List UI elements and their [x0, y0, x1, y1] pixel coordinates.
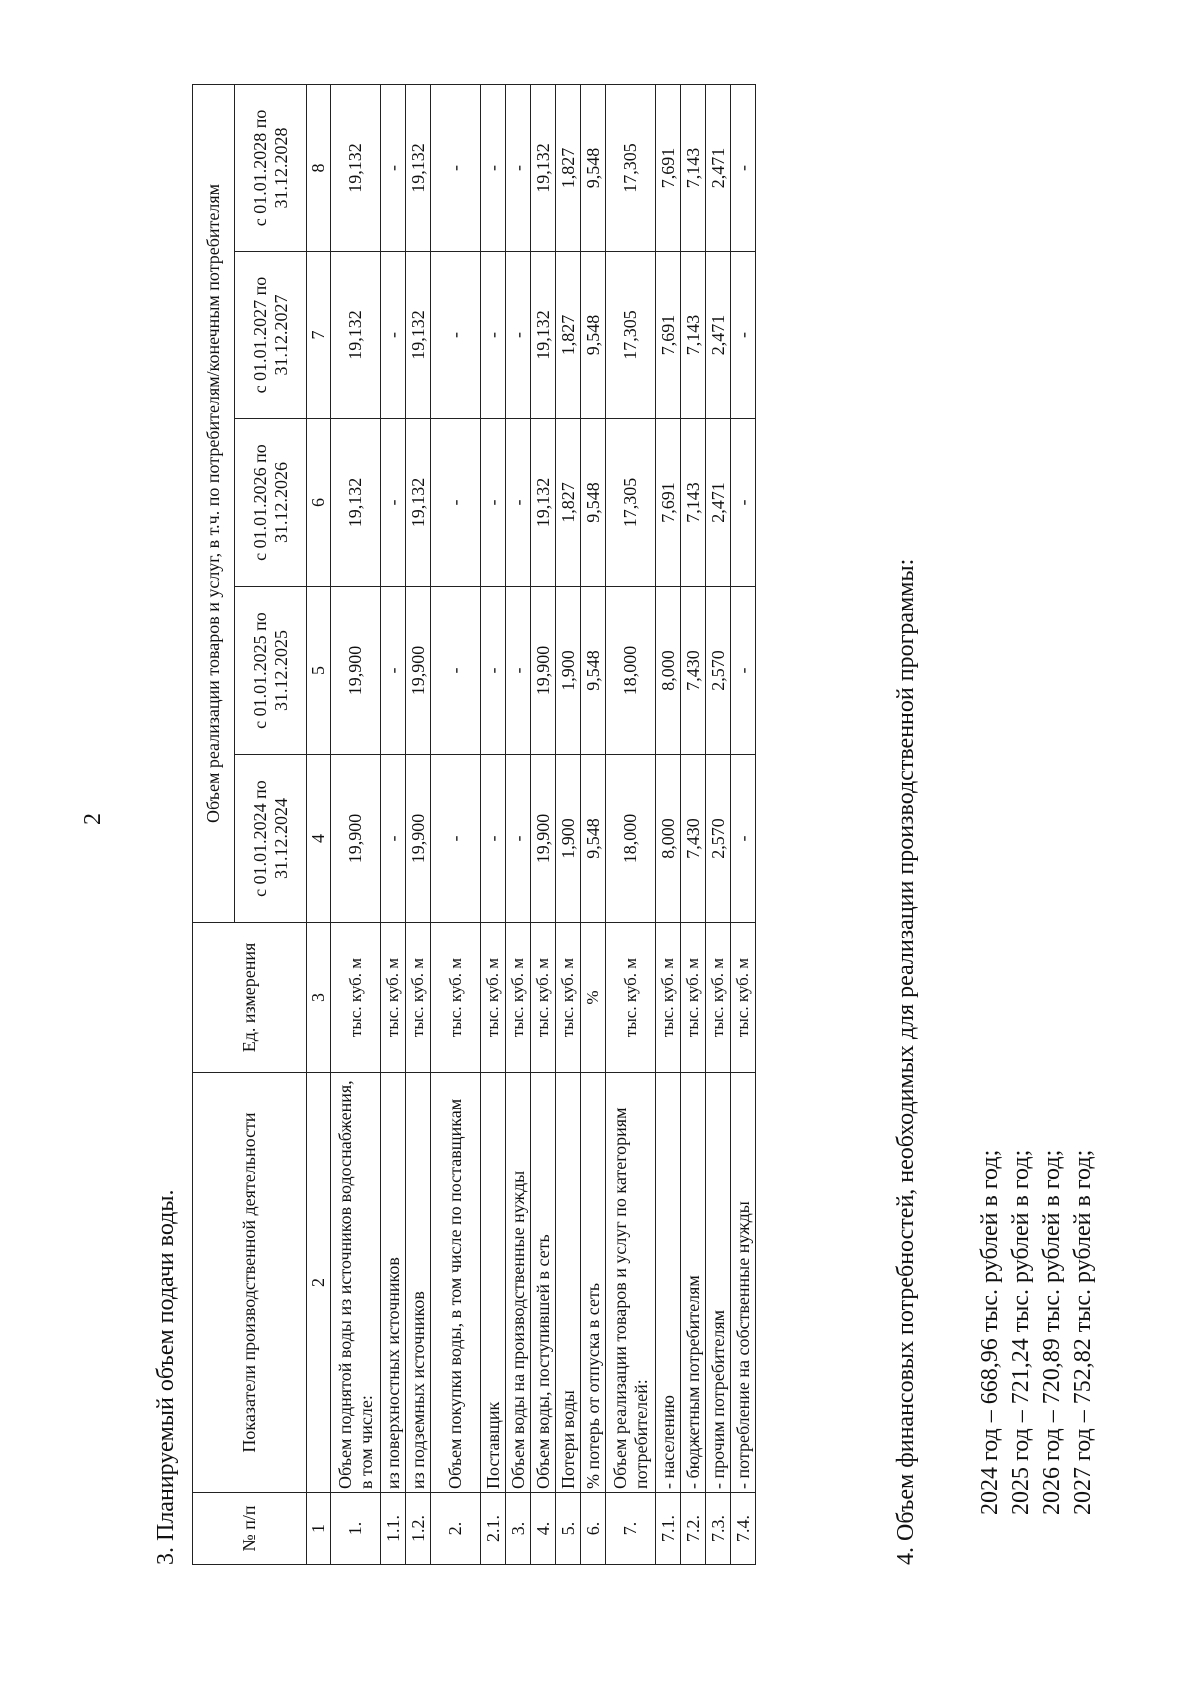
row-value-cell: -: [381, 587, 406, 755]
row-unit-cell: тыс. куб. м: [481, 923, 506, 1073]
row-value-cell: 9,548: [581, 587, 606, 755]
row-number-cell: 7.3.: [706, 1493, 731, 1565]
row-unit-cell: тыс. куб. м: [531, 923, 556, 1073]
row-value-cell: 17,305: [606, 419, 656, 587]
table-row: [531, 84, 556, 1564]
row-value-cell: 8,000: [656, 587, 681, 755]
row-indicator-cell: - потребление на собственные нужды: [731, 1073, 756, 1493]
row-indicator-cell: Объем воды, поступившей в сеть: [531, 1073, 556, 1493]
row-value-cell: 19,900: [531, 755, 556, 923]
row-value-cell: -: [506, 587, 531, 755]
row-value-cell: 7,143: [681, 252, 706, 419]
financial-line-2025: 2025 год – 721,24 тыс. рублей в год;: [1008, 1149, 1034, 1515]
row-value-cell: 18,000: [606, 587, 656, 755]
row-unit-cell: тыс. куб. м: [506, 923, 531, 1073]
row-value-cell: 7,691: [656, 419, 681, 587]
table-row: [381, 84, 406, 1564]
row-value-cell: 2,471: [706, 252, 731, 419]
row-value-cell: -: [731, 252, 756, 419]
row-value-cell: 19,900: [331, 755, 381, 923]
row-value-cell: 19,132: [331, 84, 381, 251]
row-value-cell: 18,000: [606, 755, 656, 923]
row-number-cell: 3.: [506, 1493, 531, 1565]
table-row: [406, 84, 431, 1564]
row-value-cell: 2,471: [706, 419, 731, 587]
row-value-cell: 9,548: [581, 755, 606, 923]
row-unit-cell: тыс. куб. м: [406, 923, 431, 1073]
col-number-cell: 8: [307, 84, 331, 251]
header-number: № п/п: [193, 1493, 307, 1565]
table-row: [481, 84, 506, 1564]
table-row: [706, 84, 731, 1564]
table-row: [581, 84, 606, 1564]
row-value-cell: 7,691: [656, 84, 681, 251]
row-indicator-cell: % потерь от отпуска в сеть: [581, 1073, 606, 1493]
row-number-cell: 1.1.: [381, 1493, 406, 1565]
row-value-cell: 2,570: [706, 587, 731, 755]
row-value-cell: -: [506, 419, 531, 587]
row-number-cell: 2.: [431, 1493, 481, 1565]
table-row: [331, 84, 381, 1564]
row-indicator-cell: Потери воды: [556, 1073, 581, 1493]
row-number-cell: 4.: [531, 1493, 556, 1565]
row-value-cell: -: [481, 252, 506, 419]
row-number-cell: 2.1.: [481, 1493, 506, 1565]
header-indicator: Показатели производственной деятельности: [193, 1073, 307, 1493]
row-number-cell: 7.: [606, 1493, 656, 1565]
document-page: [25, 45, 1165, 1645]
col-number-cell: 4: [307, 755, 331, 923]
table-row: [656, 84, 681, 1564]
row-value-cell: 17,305: [606, 84, 656, 251]
row-value-cell: -: [481, 84, 506, 251]
row-value-cell: 19,132: [331, 252, 381, 419]
row-value-cell: 9,548: [581, 84, 606, 251]
row-number-cell: 7.2.: [681, 1493, 706, 1565]
row-value-cell: 1,827: [556, 252, 581, 419]
row-value-cell: -: [506, 84, 531, 251]
row-value-cell: 1,827: [556, 84, 581, 251]
row-value-cell: -: [431, 419, 481, 587]
row-value-cell: -: [381, 84, 406, 251]
row-value-cell: 19,900: [406, 587, 431, 755]
table-row: [606, 84, 656, 1564]
row-value-cell: -: [731, 84, 756, 251]
row-value-cell: 7,143: [681, 84, 706, 251]
col-number-cell: 7: [307, 252, 331, 419]
row-value-cell: -: [431, 755, 481, 923]
row-unit-cell: тыс. куб. м: [556, 923, 581, 1073]
table-row: [731, 84, 756, 1564]
row-unit-cell: тыс. куб. м: [706, 923, 731, 1073]
col-number-cell: 3: [307, 923, 331, 1073]
row-indicator-cell: Поставщик: [481, 1073, 506, 1493]
row-value-cell: 9,548: [581, 419, 606, 587]
financial-line-2024: 2024 год – 668,96 тыс. рублей в год;: [977, 1149, 1003, 1515]
row-value-cell: 19,132: [531, 419, 556, 587]
row-value-cell: -: [481, 755, 506, 923]
table-row: [556, 84, 581, 1564]
header-period-2025: с 01.01.2025 по 31.12.2025: [235, 587, 307, 755]
row-value-cell: -: [506, 755, 531, 923]
row-value-cell: 1,900: [556, 755, 581, 923]
financial-needs-list: [975, 1150, 1099, 1515]
row-unit-cell: тыс. куб. м: [731, 923, 756, 1073]
col-number-cell: 6: [307, 419, 331, 587]
row-value-cell: 17,305: [606, 252, 656, 419]
row-value-cell: 19,900: [331, 587, 381, 755]
row-value-cell: 7,430: [681, 587, 706, 755]
col-number-cell: 1: [307, 1493, 331, 1565]
row-number-cell: 6.: [581, 1493, 606, 1565]
header-period-2028: с 01.01.2028 по 31.12.2028: [235, 84, 307, 251]
financial-line-2027: 2027 год – 752,82 тыс. рублей в год;: [1070, 1149, 1096, 1515]
row-number-cell: 7.1.: [656, 1493, 681, 1565]
row-indicator-cell: из подземных источников: [406, 1073, 431, 1493]
row-value-cell: -: [381, 419, 406, 587]
row-unit-cell: тыс. куб. м: [431, 923, 481, 1073]
row-value-cell: 7,143: [681, 419, 706, 587]
row-value-cell: -: [381, 252, 406, 419]
row-value-cell: -: [731, 587, 756, 755]
row-value-cell: 19,132: [531, 252, 556, 419]
row-unit-cell: тыс. куб. м: [606, 923, 656, 1073]
row-indicator-cell: Объем реализации товаров и услуг по категориям потребителей:: [606, 1073, 656, 1493]
row-unit-cell: тыс. куб. м: [331, 923, 381, 1073]
row-value-cell: 7,430: [681, 755, 706, 923]
table-row: [431, 84, 481, 1564]
row-value-cell: 7,691: [656, 252, 681, 419]
row-unit-cell: тыс. куб. м: [681, 923, 706, 1073]
header-unit: Ед. измерения: [193, 923, 307, 1073]
header-period-2027: с 01.01.2027 по 31.12.2027: [235, 252, 307, 419]
row-value-cell: -: [481, 419, 506, 587]
row-number-cell: 7.4.: [731, 1493, 756, 1565]
header-period-2026: с 01.01.2026 по 31.12.2026: [235, 419, 307, 587]
row-value-cell: 1,827: [556, 419, 581, 587]
row-indicator-cell: Объем воды на производственные нужды: [506, 1073, 531, 1493]
row-indicator-cell: из поверхностных источников: [381, 1073, 406, 1493]
row-value-cell: 19,132: [531, 84, 556, 251]
row-value-cell: 1,900: [556, 587, 581, 755]
row-number-cell: 1.2.: [406, 1493, 431, 1565]
row-unit-cell: %: [581, 923, 606, 1073]
page-number: 2: [80, 813, 106, 825]
table-row: [681, 84, 706, 1564]
row-indicator-cell: - бюджетным потребителям: [681, 1073, 706, 1493]
row-value-cell: -: [506, 252, 531, 419]
row-number-cell: 5.: [556, 1493, 581, 1565]
row-indicator-cell: Объем покупки воды, в том числе по поставщикам: [431, 1073, 481, 1493]
row-indicator-cell: Объем поднятой воды из источников водоснабжения, в том числе:: [331, 1073, 381, 1493]
row-value-cell: 19,132: [406, 419, 431, 587]
row-value-cell: -: [731, 419, 756, 587]
row-value-cell: 19,900: [531, 587, 556, 755]
section-4-title: 4. Объем финансовых потребностей, необходимых для реализации производственной программы:: [893, 558, 919, 1565]
row-unit-cell: тыс. куб. м: [381, 923, 406, 1073]
row-indicator-cell: - населению: [656, 1073, 681, 1493]
row-value-cell: -: [381, 755, 406, 923]
row-indicator-cell: - прочим потребителям: [706, 1073, 731, 1493]
row-value-cell: 2,570: [706, 755, 731, 923]
row-value-cell: 2,471: [706, 84, 731, 251]
row-value-cell: 19,900: [406, 755, 431, 923]
col-number-cell: 5: [307, 587, 331, 755]
row-value-cell: 9,548: [581, 252, 606, 419]
row-value-cell: 8,000: [656, 755, 681, 923]
section-3-title: 3. Планируемый объем подачи воды.: [153, 1189, 179, 1565]
row-value-cell: -: [481, 587, 506, 755]
row-value-cell: 19,132: [331, 419, 381, 587]
row-value-cell: -: [431, 252, 481, 419]
col-number-cell: 2: [307, 1073, 331, 1493]
row-value-cell: 19,132: [406, 84, 431, 251]
row-value-cell: -: [431, 84, 481, 251]
row-unit-cell: тыс. куб. м: [656, 923, 681, 1073]
row-value-cell: 19,132: [406, 252, 431, 419]
table-row: [506, 84, 531, 1564]
header-volume-group: Объем реализации товаров и услуг, в т.ч. по потребителям/конечным потребителям: [193, 84, 235, 922]
row-value-cell: -: [731, 755, 756, 923]
financial-line-2026: 2026 год – 720,89 тыс. рублей в год;: [1039, 1149, 1065, 1515]
row-number-cell: 1.: [331, 1493, 381, 1565]
table-body: [331, 84, 756, 1564]
water-supply-table: [192, 84, 756, 1565]
row-value-cell: -: [431, 587, 481, 755]
header-period-2024: с 01.01.2024 по 31.12.2024: [235, 755, 307, 923]
